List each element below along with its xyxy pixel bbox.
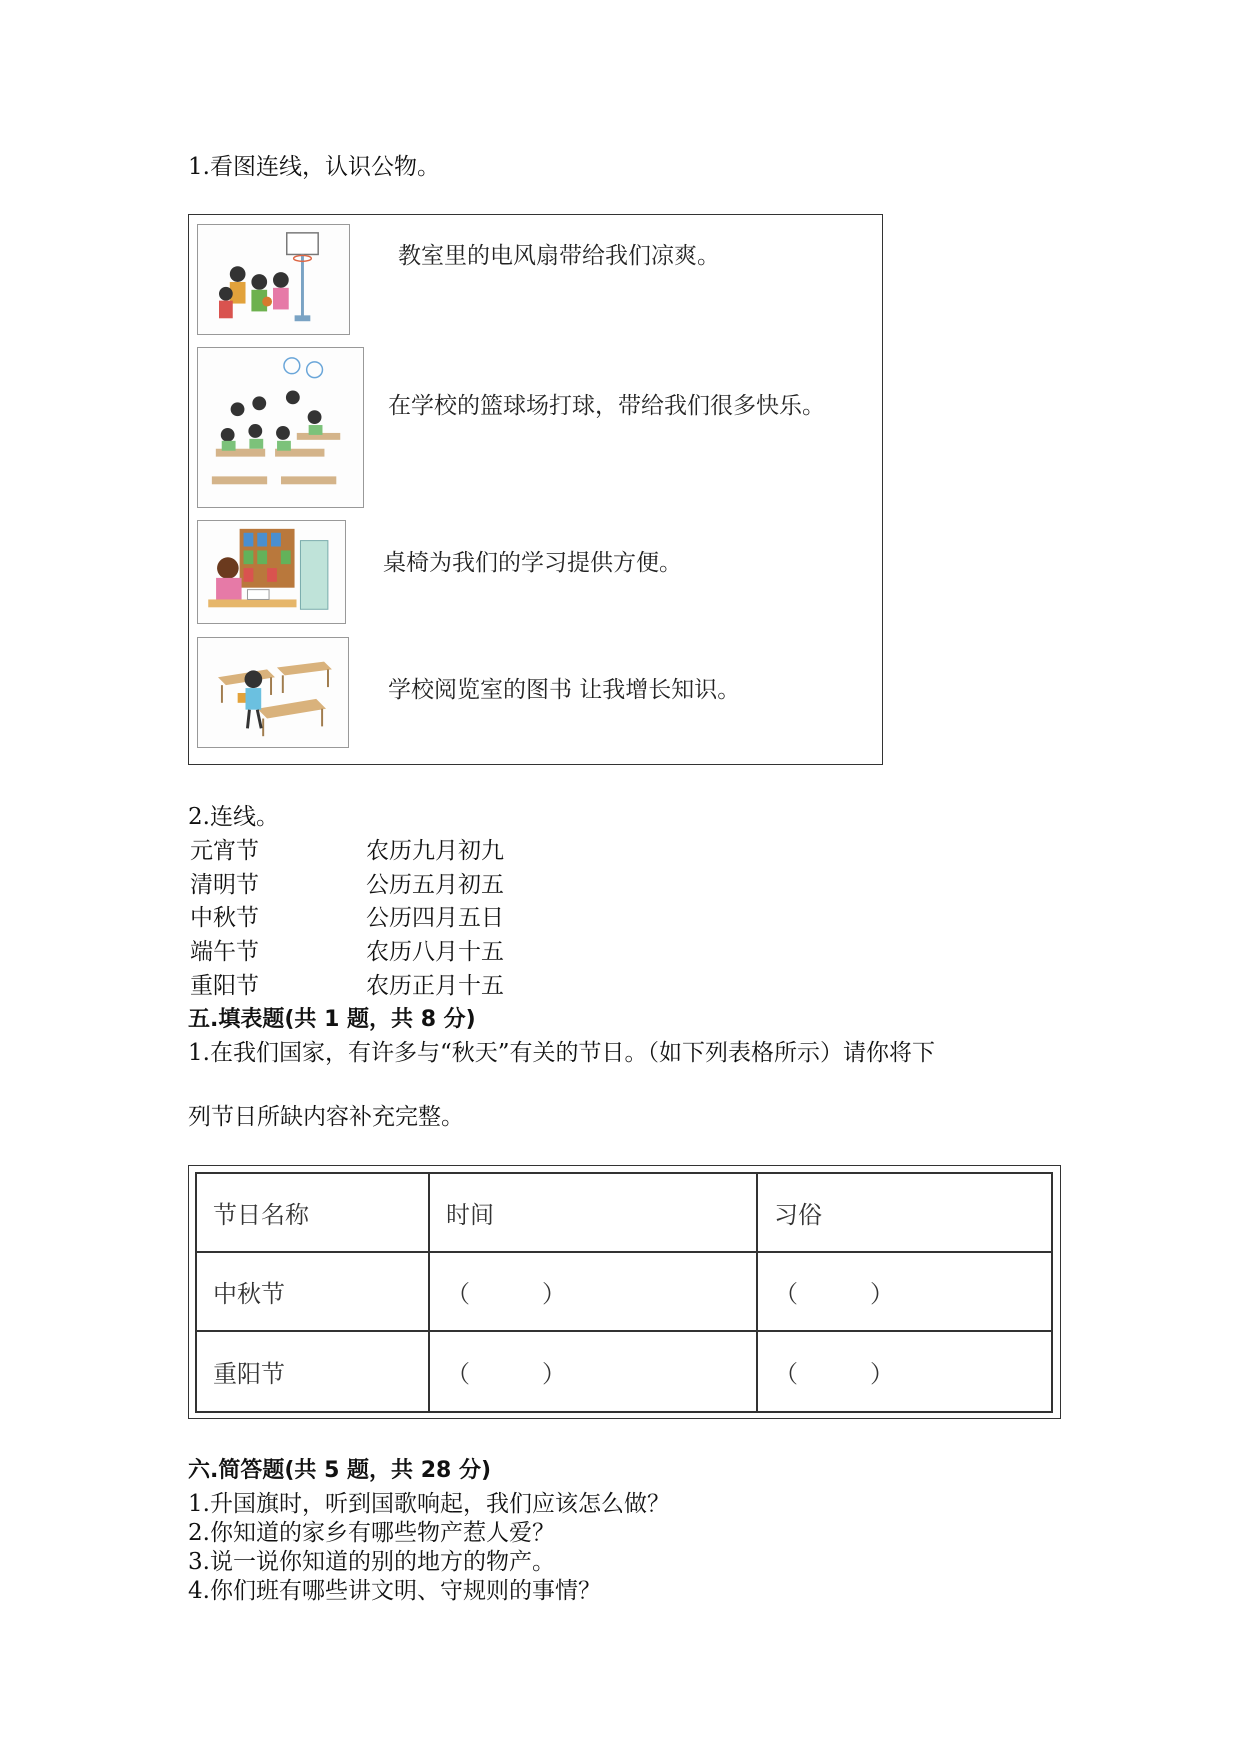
short-answer-question: 4.你们班有哪些讲文明、守规则的事情？ <box>188 1578 601 1604</box>
table-row <box>196 1331 1052 1412</box>
section-5-question-line2: 列节日所缺内容补充完整。 <box>188 1104 464 1130</box>
question-2-title: 2.连线。 <box>188 804 279 830</box>
library-reading-room-picture <box>197 520 346 624</box>
festival-table-frame <box>188 1165 1061 1419</box>
table-cell-festival: 中秋节 <box>196 1252 429 1331</box>
short-answer-question: 2.你知道的家乡有哪些物产惹人爱？ <box>188 1520 555 1546</box>
question-1-title: 1.看图连线，认识公物。 <box>188 154 440 180</box>
festival-item: 端午节 <box>190 939 259 965</box>
classroom-with-fans-picture <box>197 347 364 508</box>
short-answer-question: 1.升国旗时，听到国歌响起，我们应该怎么做？ <box>188 1491 670 1517</box>
table-cell-festival: 重阳节 <box>196 1331 429 1412</box>
date-item: 农历正月十五 <box>366 973 504 999</box>
date-item: 农历八月十五 <box>366 939 504 965</box>
table-header-time: 时间 <box>429 1173 757 1252</box>
table-cell-time-blank[interactable]: （ ） <box>429 1331 757 1412</box>
sentence-desks: 桌椅为我们的学习提供方便。 <box>383 550 682 576</box>
date-item: 公历四月五日 <box>366 905 504 931</box>
desks-and-chairs-picture <box>197 637 349 748</box>
date-item: 农历九月初九 <box>366 838 504 864</box>
picture-matching-box <box>188 214 883 765</box>
section-6-heading: 六.简答题(共 5 题，共 28 分) <box>188 1458 492 1483</box>
festival-item: 中秋节 <box>190 905 259 931</box>
section-5-question-line1: 1.在我们国家，有许多与“秋天”有关的节日。（如下列表格所示）请你将下 <box>188 1040 935 1066</box>
section-5-heading: 五.填表题(共 1 题，共 8 分) <box>188 1007 476 1032</box>
table-cell-custom-blank[interactable]: （ ） <box>757 1331 1052 1412</box>
table-cell-time-blank[interactable]: （ ） <box>429 1252 757 1331</box>
sentence-fan: 教室里的电风扇带给我们凉爽。 <box>398 243 720 269</box>
festival-item: 清明节 <box>190 872 259 898</box>
table-row <box>196 1252 1052 1331</box>
festival-table <box>195 1172 1053 1413</box>
sentence-basketball: 在学校的篮球场打球，带给我们很多快乐。 <box>388 393 825 419</box>
sentence-library: 学校阅览室的图书 让我增长知识。 <box>388 677 741 703</box>
children-playing-basketball-picture <box>197 224 350 335</box>
short-answer-question: 3.说一说你知道的别的地方的物产。 <box>188 1549 555 1575</box>
table-header-custom: 习俗 <box>757 1173 1052 1252</box>
date-item: 公历五月初五 <box>366 872 504 898</box>
festival-item: 元宵节 <box>190 838 259 864</box>
festival-item: 重阳节 <box>190 973 259 999</box>
table-header-name: 节日名称 <box>196 1173 429 1252</box>
table-cell-custom-blank[interactable]: （ ） <box>757 1252 1052 1331</box>
